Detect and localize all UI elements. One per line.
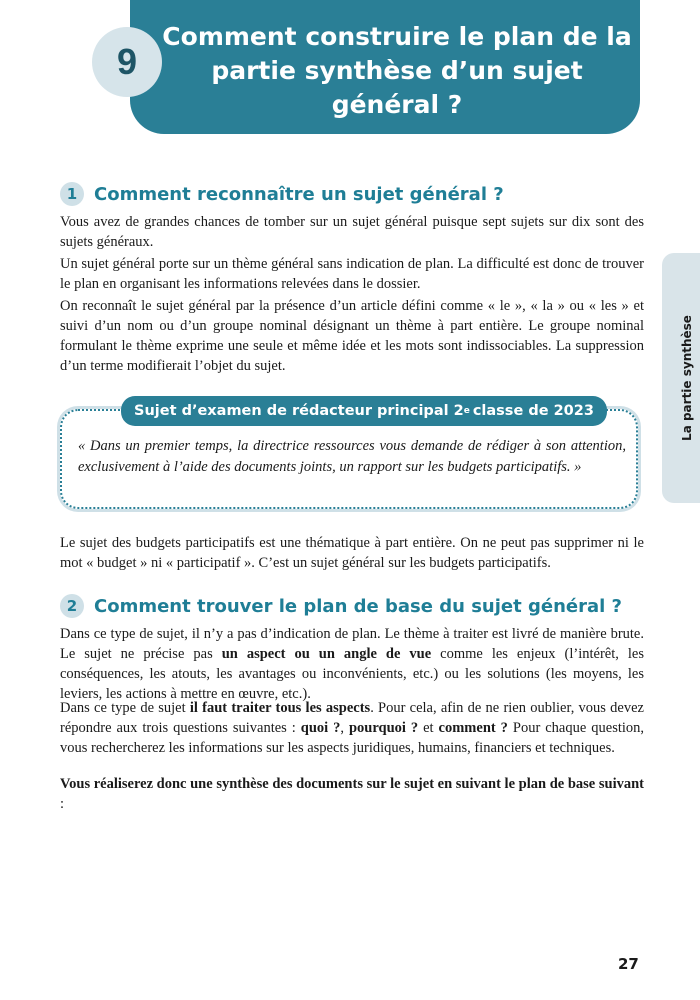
s2p2-text-i: Pour chaque question, vous rechercherez les informations sur les aspects juridiques, humains, financiers et techniques. — [60, 720, 645, 756]
section-1-paragraph-2: Un sujet général porte sur un thème général sans indication de plan. La difficulté est donc de trouver le plan en organisant les informations relevées dans le dossier. — [60, 256, 644, 292]
side-tab[interactable] — [662, 253, 700, 503]
section-2-number: 2 — [60, 594, 84, 618]
chapter-title: Comment construire le plan de la partie synthèse d’un sujet général ? — [162, 22, 632, 119]
exam-label-text-after: classe de 2023 — [472, 403, 594, 419]
chapter-number-badge: 9 — [92, 27, 162, 97]
s2p1-text-a: Dans ce type de sujet, il n’y a pas d’indication de plan. Le thème à traiter est livré de manière brute. Le sujet ne précise pas — [60, 626, 644, 662]
s2p1-bold: un aspect ou un angle de vue — [221, 646, 432, 662]
section-1-title: Comment reconnaître un sujet général ? — [94, 183, 504, 205]
page-number: 27 — [618, 955, 639, 973]
exam-label-text-before: Sujet d’examen de rédacteur principal 2 — [134, 403, 464, 419]
s2p2-text-a: Dans ce type de sujet — [60, 700, 190, 716]
s2p2-text-c: . Pour cela, afin de ne rien oublier, vous devez répondre aux trois questions suivantes : — [60, 700, 644, 736]
s2p1-text-c: comme les enjeux (l’intérêt, les conséquences, les atouts, les avantages ou inconvénients, etc.) ou les solutions (les moyens, les leviers, les actions à mettre en œuvre, etc.). — [60, 646, 644, 702]
section-2-heading — [60, 594, 622, 618]
section-2-paragraph-3 — [60, 774, 644, 814]
after-box-paragraph: Le sujet des budgets participatifs est une thématique à part entière. On ne peut pas supprimer ni le mot « budget » ni « participatif ». C’est un sujet général sur les budgets participatifs. — [60, 535, 644, 571]
s2p2-bold-quoi: quoi ? — [300, 720, 341, 736]
s2p2-text-e: , — [340, 720, 349, 736]
section-1-paragraph-1: Vous avez de grandes chances de tomber sur un sujet général puisque sept sujets sur dix sont des sujets généraux. — [60, 214, 644, 250]
side-tab-label-wrapper — [662, 253, 700, 503]
section-1-number: 1 — [60, 182, 84, 206]
section-1-paragraph-3: On reconnaît le sujet général par la présence d’un article défini comme « le », « la » ou « les » et suivi d’un nom ou d’un groupe nominal désignant un thème à part entière. Le groupe nominal formulant le thème exprime une seule et même idée et les mots sont indissociables. La suppression d’un terme modifierait l’objet du sujet. — [60, 298, 644, 374]
s2p2-text-g: et — [418, 720, 439, 736]
exam-example-label — [121, 396, 607, 426]
s2p2-bold-pourquoi: pourquoi ? — [348, 720, 419, 736]
exam-label-superscript: e — [463, 406, 470, 416]
side-tab-label: La partie synthèse — [680, 315, 694, 441]
s2p3-text-b: : — [60, 796, 65, 812]
s2p2-bold-aspects: il faut traiter tous les aspects — [189, 700, 371, 716]
section-1-heading — [60, 182, 504, 206]
section-2-title: Comment trouver le plan de base du sujet général ? — [94, 595, 622, 617]
s2p3-bold: Vous réaliserez donc une synthèse des documents sur le sujet en suivant le plan de base suivant — [60, 776, 644, 792]
exam-example-quote: « Dans un premier temps, la directrice ressources vous demande de rédiger à son attention, exclusivement à l’aide des documents joints, un rapport sur les budgets participatifs. » — [78, 438, 626, 475]
section-2-paragraph-1 — [60, 624, 644, 704]
section-2-paragraph-2 — [60, 698, 644, 758]
s2p2-bold-comment: comment ? — [438, 720, 508, 736]
